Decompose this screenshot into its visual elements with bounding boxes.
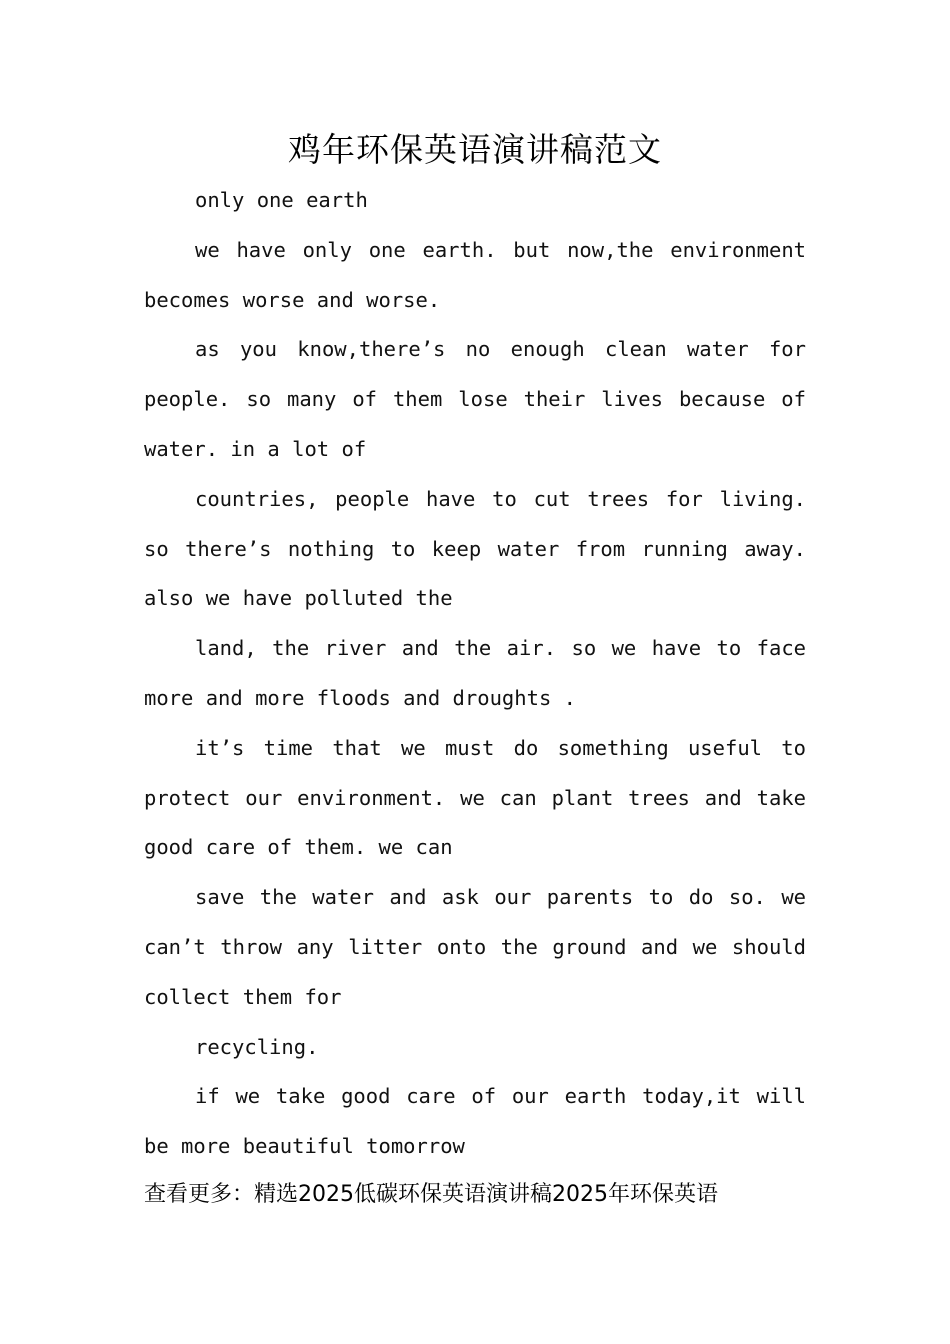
speech-body: [144, 176, 806, 1172]
paragraph: land, the river and the air. so we have to face more and more floods and droughts .: [144, 636, 806, 710]
paragraph: recycling.: [195, 1034, 319, 1059]
paragraph: it’s time that we must do something useful to protect our environment. we can plant trees and take good care of them. we can: [144, 735, 806, 860]
paragraph: if we take good care of our earth today,it will be more beautiful tomorrow: [144, 1084, 806, 1159]
page-title: 鸡年环保英语演讲稿范文: [288, 130, 662, 169]
see-more-link[interactable]: 查看更多：精选2025低碳环保英语演讲稿2025年环保英语: [144, 1182, 718, 1207]
paragraph: we have only one earth. but now,the environment becomes worse and worse.: [144, 237, 806, 312]
paragraph: save the water and ask our parents to do so. we can’t throw any litter onto the ground and we should collect them for: [144, 885, 806, 1009]
paragraph: only one earth: [195, 188, 368, 212]
paragraph: as you know,there’s no enough clean water for people. so many of them lose their lives because of water. in a lot of: [144, 337, 806, 461]
paragraph: countries, people have to cut trees for living. so there’s nothing to keep water from running away. also we have polluted the: [144, 486, 806, 611]
